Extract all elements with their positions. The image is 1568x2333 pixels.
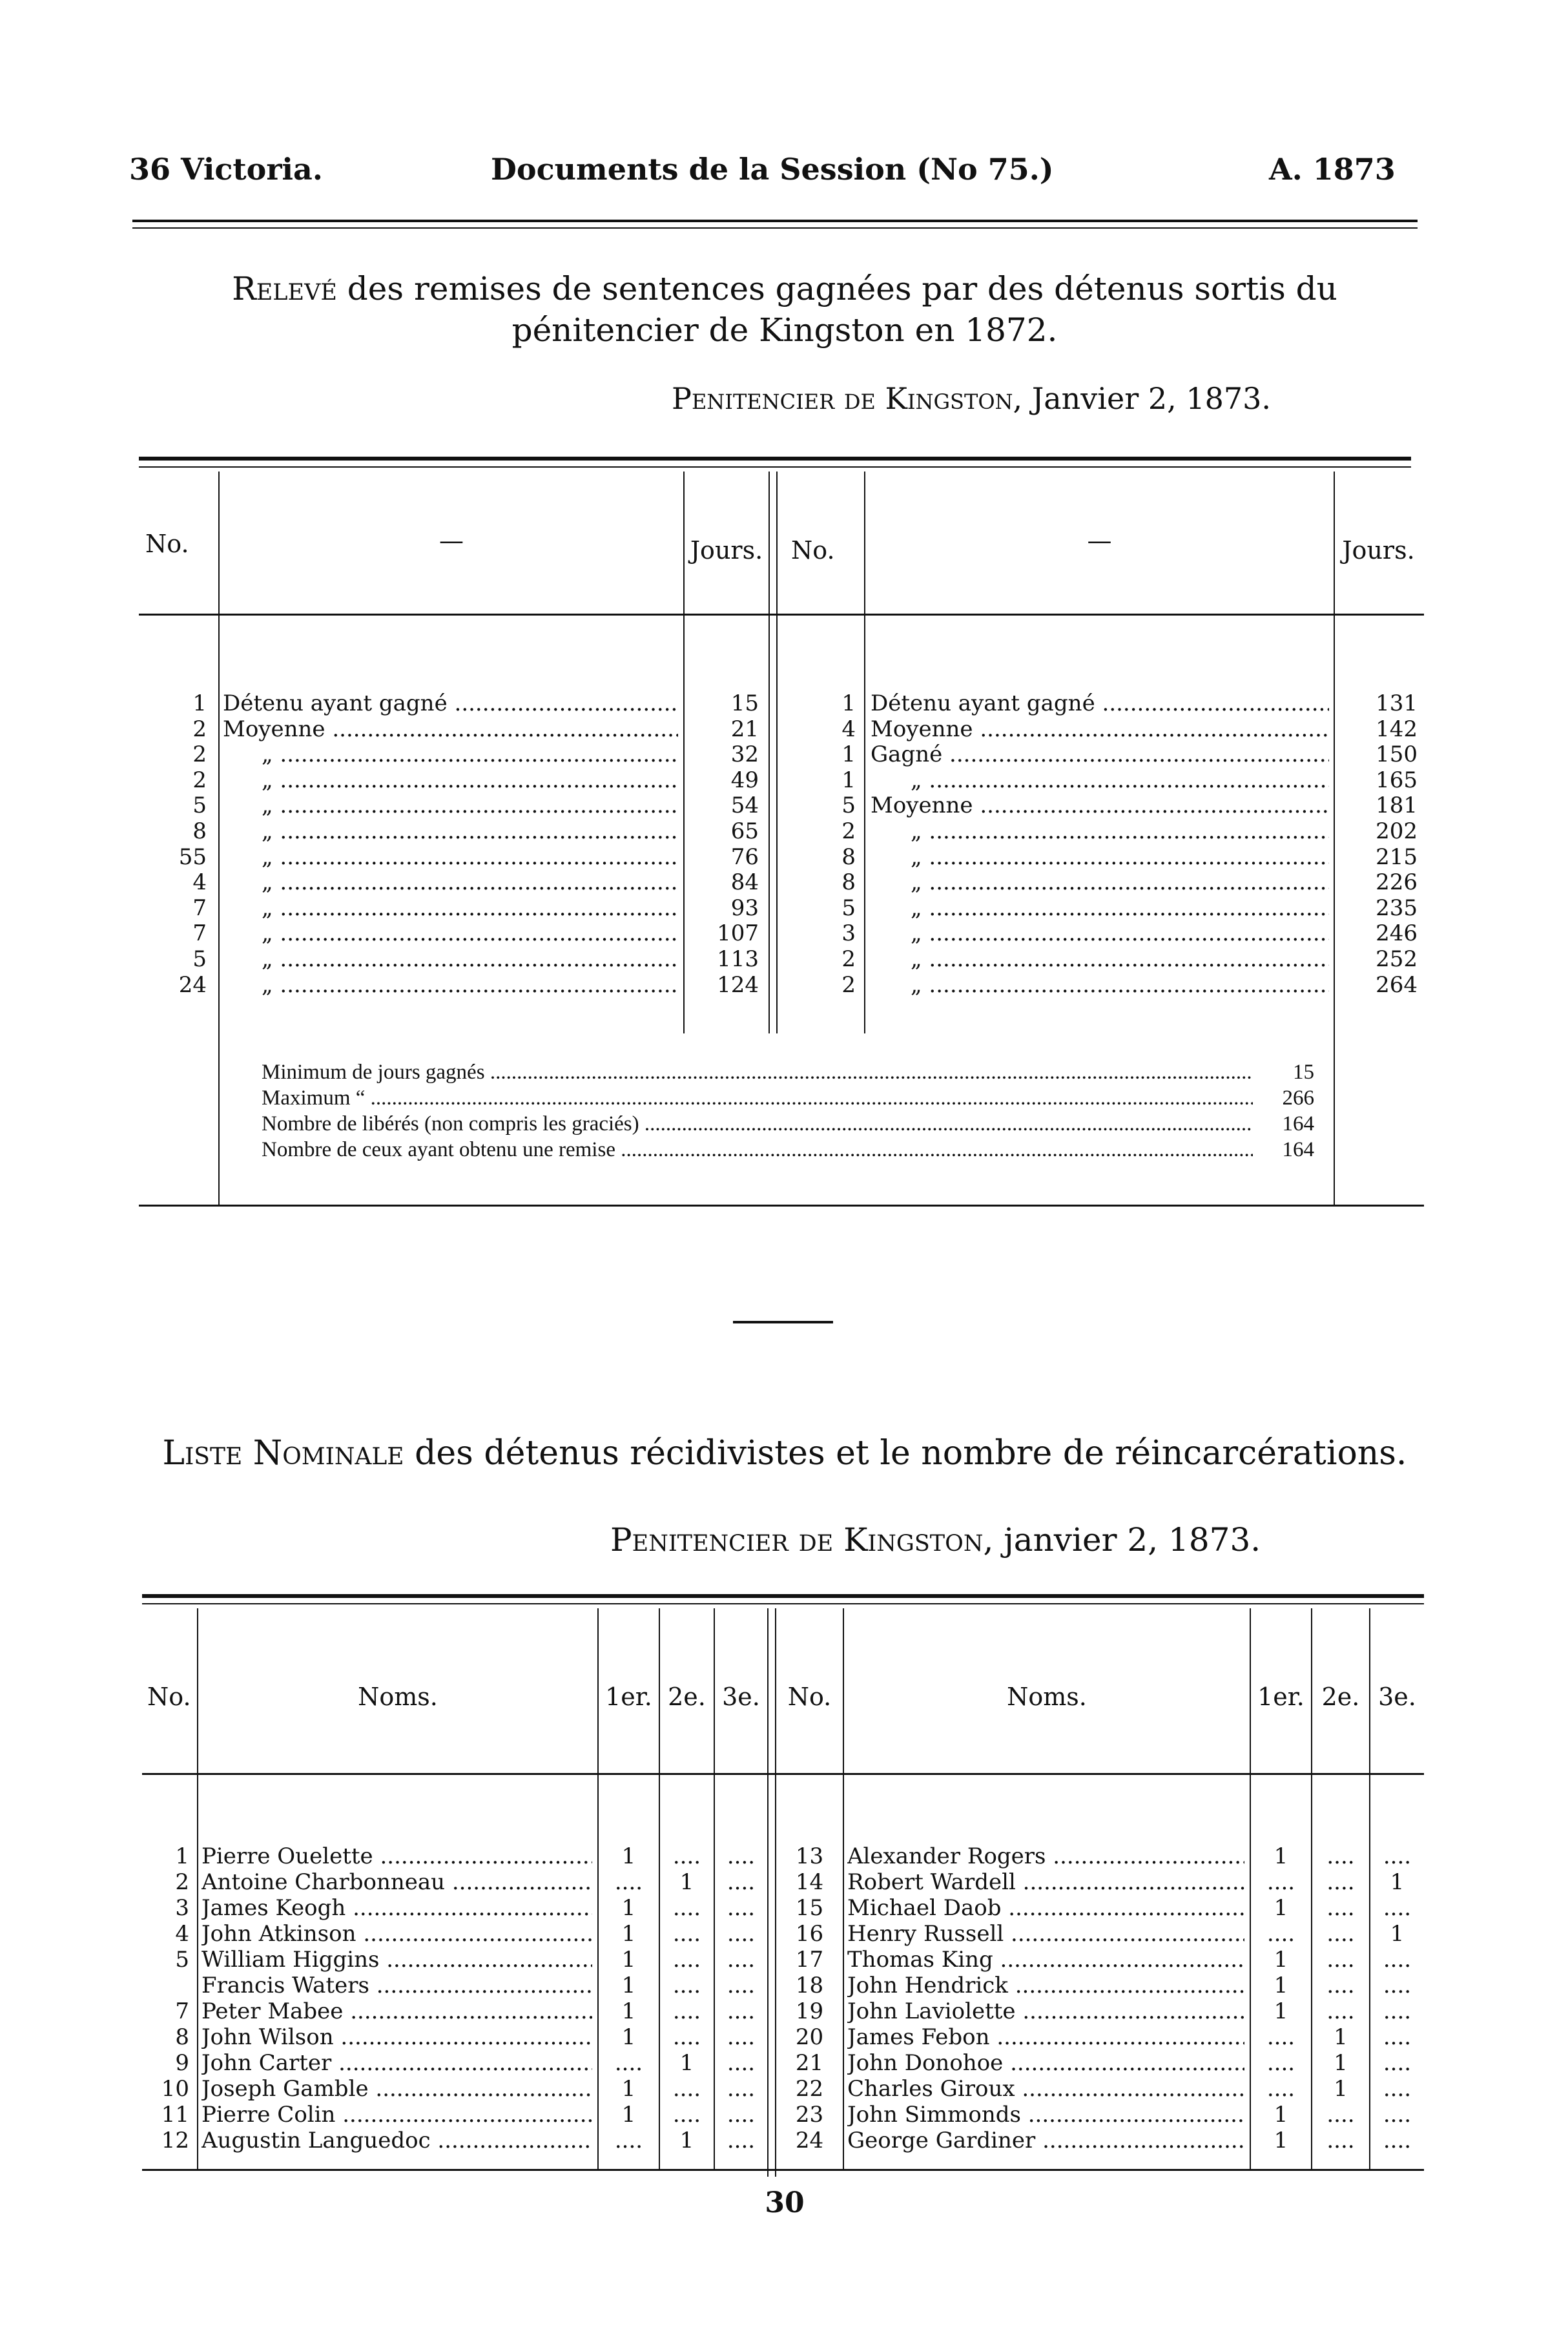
table2-right-2e: .... [1326,1921,1355,1947]
summary-label: Minimum de jours gagnés ..... [262,1059,1253,1085]
table2-right-1er: 1 [1274,1843,1288,1869]
summary-value: 164 [1282,1112,1314,1135]
table2-right-2e: .... [1326,1895,1355,1921]
table1-right-jours: 226 [1376,869,1418,896]
table2-left-name: John Atkinson ..... [201,1922,592,1947]
table1-title-lead: Relevé [232,270,337,307]
table1-right-no: 2 [841,818,856,844]
table1-left-jours: 107 [717,920,759,947]
table1-right-jours: 131 [1376,690,1418,716]
summary-row [262,1111,1314,1137]
table2-left-2e: .... [672,1921,701,1947]
table1-vline-no [218,472,220,1205]
table2-title-lead: Liste Nominale [162,1434,404,1473]
table2-right-1er: .... [1266,2024,1295,2050]
table2-left-3e: .... [727,2102,756,2128]
table2-right-no: 19 [795,1998,824,2024]
summary-label: Maximum “ ..... [262,1085,1253,1111]
table2-right-name: Charles Giroux ..... [847,2077,1244,2102]
table2-right-1er: 1 [1274,2128,1288,2153]
table1-right-label: „ ..... [911,870,1329,896]
table1-summary [262,1059,1314,1163]
table1-left-label: „ ..... [262,845,678,871]
table2-left-name: Antoine Charbonneau ..... [201,1870,592,1896]
summary-row [262,1085,1314,1111]
table2-right-2e: 1 [1334,2076,1348,2102]
table2-left-1er: 1 [621,1843,636,1869]
table1-right-no: 1 [841,741,856,768]
table1-right-label: „ ..... [911,921,1329,947]
table1-right-label: „ ..... [911,819,1329,845]
table2-right-name: Michael Daob ..... [847,1896,1244,1922]
table1-left-jours: 49 [730,767,759,793]
table2-title [139,1434,1430,1473]
table1-title [139,268,1430,351]
table1-left-jours: 113 [717,946,759,972]
table2-right-name: John Donohoe ..... [847,2051,1244,2077]
table1-right-no: 8 [841,869,856,896]
table2-right-name: John Laviolette ..... [847,1999,1244,2025]
table1-right-jours: 252 [1376,946,1418,972]
table2-left-1er: 1 [621,1947,636,1973]
table1-left-jours: 124 [717,971,759,998]
table1-header-jours-left: Jours. [690,536,763,565]
table2-left-3e: .... [727,1869,756,1895]
table1-right-jours: 215 [1376,844,1418,870]
table2-right-3e: .... [1383,2102,1412,2128]
table1-right-label: Moyenne ..... [871,793,1329,819]
table2-left-no: 11 [161,2102,189,2128]
table1-vline-jours-right [1334,472,1335,1205]
table2-top-rule-thin [142,1603,1424,1604]
table1-date: Janvier 2, 1873. [1031,381,1272,416]
table2-left-3e: .... [727,1998,756,2024]
table1-right-label: Gagné ..... [871,742,1329,768]
table2-left-1er: 1 [621,1998,636,2024]
summary-row [262,1059,1314,1085]
table2-left-3e: .... [727,1973,756,1998]
table2-right-name: James Febon ..... [847,2025,1244,2051]
table1-left-jours: 21 [730,716,759,742]
table2-right-name: Robert Wardell ..... [847,1870,1244,1896]
table2-left-no: 7 [175,1998,189,2024]
table2-right-3e: .... [1383,2024,1412,2050]
table2-left-3e: .... [727,2024,756,2050]
table2-title-rest: des détenus récidivistes et le nombre de réincarcérations. [404,1434,1407,1473]
table2-left-2e: .... [672,1998,701,2024]
table2-right-no: 21 [795,2050,824,2076]
table1-right-no: 5 [841,895,856,921]
table2-right-2e: 1 [1334,2024,1348,2050]
table1-right-no: 4 [841,716,856,742]
table1-right-jours: 181 [1376,793,1418,819]
table2-right-3e: 1 [1390,1869,1405,1895]
table2-right-3e: .... [1383,1843,1412,1869]
table2-right-3e: .... [1383,2128,1412,2153]
table2-left-no: 8 [175,2024,189,2050]
table1-top-rule [139,457,1411,461]
table2-header-1er-left: 1er. [605,1683,652,1711]
table2-left-3e: .... [727,2076,756,2102]
table1-left-label: „ ..... [262,973,678,999]
table2-right-no: 14 [795,1869,824,1895]
table2-right-3e: .... [1383,1895,1412,1921]
table2-left-no: 5 [175,1947,189,1973]
table2-left-2e: .... [672,2102,701,2128]
table2-left-2e: .... [672,1947,701,1973]
table1-right-no: 8 [841,844,856,870]
table2-vline-mid-a [767,1608,769,2177]
table1-right-label: Détenu ayant gagné ..... [871,691,1329,717]
table1-left-jours: 76 [730,844,759,870]
table2-right-2e: .... [1326,1843,1355,1869]
table2-left-no: 12 [161,2128,189,2153]
table2-left-3e: .... [727,1921,756,1947]
table2-left-name: James Keogh ..... [201,1896,592,1922]
table2-left-no: 3 [175,1895,189,1921]
table1-left-no: 8 [192,818,207,844]
table1-right-jours: 165 [1376,767,1418,793]
table2-right-1er: .... [1266,2050,1295,2076]
table2-left-name: Joseph Gamble ..... [201,2077,592,2102]
table2-left-2e: .... [672,2076,701,2102]
table1-right-jours: 202 [1376,818,1418,844]
table2-right-2e: 1 [1334,2050,1348,2076]
table2-header-no-left: No. [147,1683,191,1711]
table2-right-3e: .... [1383,1973,1412,1998]
table2-right-2e: .... [1326,1869,1355,1895]
table1-left-label: „ ..... [262,921,678,947]
table1-header-dash-left: — [439,526,464,555]
table1-vline-no-right [864,472,865,1033]
table2-right-1er: 1 [1274,1973,1288,1998]
table1-right-label: „ ..... [911,947,1329,973]
table1-right-no: 1 [841,690,856,716]
table2-right-3e: .... [1383,2050,1412,2076]
table1-left-jours: 84 [730,869,759,896]
table1-left-no: 2 [192,767,207,793]
header-rule [132,220,1418,222]
table1-right-no: 2 [841,946,856,972]
table1-right-jours: 150 [1376,741,1418,768]
table1-left-label: „ ..... [262,742,678,768]
table2-header-noms-right: Noms. [1007,1683,1087,1711]
table1-left-label: „ ..... [262,768,678,794]
table1-bottom-rule [139,1205,1424,1207]
table2-right-3e: .... [1383,2076,1412,2102]
table2-left-2e: .... [672,1843,701,1869]
table2-right-2e: .... [1326,1973,1355,1998]
table2-left-2e: 1 [679,1869,694,1895]
table2-left-2e: .... [672,1895,701,1921]
table1-left-no: 4 [192,869,207,896]
table1-top-rule-thin [139,466,1411,468]
table1-left-no: 7 [192,920,207,947]
table1-left-no: 7 [192,895,207,921]
page-number: 30 [765,2186,805,2219]
table2-right-3e: 1 [1390,1921,1405,1947]
table1-left-label: Détenu ayant gagné ..... [223,691,678,717]
table1-left-jours: 93 [730,895,759,921]
summary-label: Nombre de libérés (non compris les graciés) ..... [262,1111,1253,1137]
table1-header-rule [139,614,1424,616]
table2-left-1er: .... [614,2050,643,2076]
table1-right-no: 5 [841,793,856,819]
table2-right-1er: 1 [1274,1998,1288,2024]
table1-left-label: „ ..... [262,793,678,819]
table1-left-no: 55 [178,844,207,870]
header-rule-thin [132,227,1418,229]
table2-left-1er: 1 [621,1973,636,1998]
table2-header-1er-right: 1er. [1257,1683,1305,1711]
header-right: A. 1873 [1269,152,1396,187]
table2-right-3e: .... [1383,1947,1412,1973]
table1-right-no: 1 [841,767,856,793]
summary-label: Nombre de ceux ayant obtenu une remise ..... [262,1137,1253,1163]
table2-right-no: 15 [795,1895,824,1921]
table1-left-no: 2 [192,741,207,768]
table1-left-label: „ ..... [262,870,678,896]
table2-left-1er: .... [614,2128,643,2153]
table2-left-1er: 1 [621,1921,636,1947]
table2-left-1er: 1 [621,2076,636,2102]
table2-left-no: 10 [161,2076,189,2102]
table1-vline-mid-b [776,472,778,1033]
table2-left-name: William Higgins ..... [201,1947,592,1973]
table2-left-name: Pierre Ouelette ..... [201,1844,592,1870]
table2-right-no: 22 [795,2076,824,2102]
header-center: Documents de la Session (No 75.) [491,152,1054,187]
table2-left-1er: 1 [621,2102,636,2128]
table2-left-name: Augustin Languedoc ..... [201,2128,592,2154]
table1-place: Penitencier de Kingston, [672,381,1023,416]
table1-left-no: 2 [192,716,207,742]
table2-right-1er: 1 [1274,1895,1288,1921]
table2-left-3e: .... [727,1843,756,1869]
table2-left-1er: 1 [621,1895,636,1921]
table2-left-no: 1 [175,1843,189,1869]
table2-right-no: 18 [795,1973,824,1998]
table1-right-label: „ ..... [911,973,1329,999]
table2-right-name: John Simmonds ..... [847,2102,1244,2128]
table2-right-no: 23 [795,2102,824,2128]
table1-left-label: „ ..... [262,947,678,973]
table2-right-no: 20 [795,2024,824,2050]
table2-right-1er: 1 [1274,2102,1288,2128]
table1-right-label: Moyenne ..... [871,717,1329,743]
table2-bottom-rule [142,2169,1424,2171]
table2-right-3e: .... [1383,1998,1412,2024]
table2-right-1er: .... [1266,1921,1295,1947]
table1-right-jours: 264 [1376,971,1418,998]
table2-left-2e: 1 [679,2128,694,2153]
table1-left-jours: 15 [730,690,759,716]
table2-left-2e: .... [672,1973,701,1998]
table1-right-no: 2 [841,971,856,998]
table2-left-3e: .... [727,2128,756,2153]
table2-left-name: Francis Waters ..... [201,1973,592,1999]
table2-header-no-right: No. [787,1683,832,1711]
table2-header-2e-right: 2e. [1321,1683,1360,1711]
table2-right-no: 17 [795,1947,824,1973]
table1-vline-mid-a [769,472,770,1033]
table1-header-no-right: No. [791,536,835,565]
table2-left-no: 2 [175,1869,189,1895]
table1-left-label: „ ..... [262,819,678,845]
table2-place: Penitencier de Kingston, [610,1521,994,1559]
table1-left-label: Moyenne ..... [223,717,678,743]
table2-right-1er: 1 [1274,1947,1288,1973]
table2-left-3e: .... [727,2050,756,2076]
table1-left-jours: 32 [730,741,759,768]
table1-left-no: 5 [192,793,207,819]
table1-right-jours: 142 [1376,716,1418,742]
table1-right-jours: 246 [1376,920,1418,947]
table1-header-no-left: No. [145,530,189,558]
table1-header-dash-right: — [1087,526,1112,555]
summary-value: 266 [1282,1086,1314,1110]
table2-left-name: Pierre Colin ..... [201,2102,592,2128]
table2-right-2e: .... [1326,1947,1355,1973]
table2-left-no: 9 [175,2050,189,2076]
table1-left-label: „ ..... [262,896,678,922]
table2-right-name: George Gardiner ..... [847,2128,1244,2154]
table2-left-name: Peter Mabee ..... [201,1999,592,2025]
table2-left-no: 4 [175,1921,189,1947]
table2-right-2e: .... [1326,2102,1355,2128]
table2-left-1er: .... [614,1869,643,1895]
header-left: 36 Victoria. [129,152,323,187]
table2-date: janvier 2, 1873. [1004,1521,1261,1559]
table1-title-rest: des remises de sentences gagnées par des détenus sortis du pénitencier de Kingston en 1872. [336,270,1337,349]
table1-header-jours-right: Jours. [1342,536,1415,565]
table2-right-1er: .... [1266,2076,1295,2102]
table2-right-no: 24 [795,2128,824,2153]
table1-left-jours: 65 [730,818,759,844]
table2-right-no: 13 [795,1843,824,1869]
table2-left-2e: 1 [679,2050,694,2076]
table2-header-2e-left: 2e. [668,1683,706,1711]
table2-header-rule [142,1773,1424,1775]
table2-right-2e: .... [1326,2128,1355,2153]
table2-left-name: John Wilson ..... [201,2025,592,2051]
table1-right-label: „ ..... [911,845,1329,871]
table2-left-2e: .... [672,2024,701,2050]
table2-right-name: Henry Russell ..... [847,1922,1244,1947]
table2-header-3e-right: 3e. [1378,1683,1416,1711]
summary-value: 164 [1282,1138,1314,1161]
table2-header-noms-left: Noms. [358,1683,438,1711]
table2-right-name: Thomas King ..... [847,1947,1244,1973]
table1-left-no: 24 [178,971,207,998]
table1-right-label: „ ..... [911,768,1329,794]
table2-right-1er: .... [1266,1869,1295,1895]
table2-left-name: John Carter ..... [201,2051,592,2077]
table2-right-2e: .... [1326,1998,1355,2024]
table2-left-3e: .... [727,1947,756,1973]
table1-right-no: 3 [841,920,856,947]
table2-place-date [610,1521,1261,1559]
summary-row [262,1137,1314,1163]
table2-right-name: Alexander Rogers ..... [847,1844,1244,1870]
table1-place-date [672,381,1271,416]
section-separator [733,1321,833,1323]
table2-left-3e: .... [727,1895,756,1921]
table1-left-no: 5 [192,946,207,972]
table2-right-no: 16 [795,1921,824,1947]
table1-right-jours: 235 [1376,895,1418,921]
table1-left-jours: 54 [730,793,759,819]
table1-right-label: „ ..... [911,896,1329,922]
table2-top-rule [142,1594,1424,1598]
table2-left-1er: 1 [621,2024,636,2050]
table1-left-no: 1 [192,690,207,716]
summary-value: 15 [1293,1061,1314,1084]
table2-right-name: John Hendrick ..... [847,1973,1244,1999]
table2-header-3e-left: 3e. [722,1683,760,1711]
